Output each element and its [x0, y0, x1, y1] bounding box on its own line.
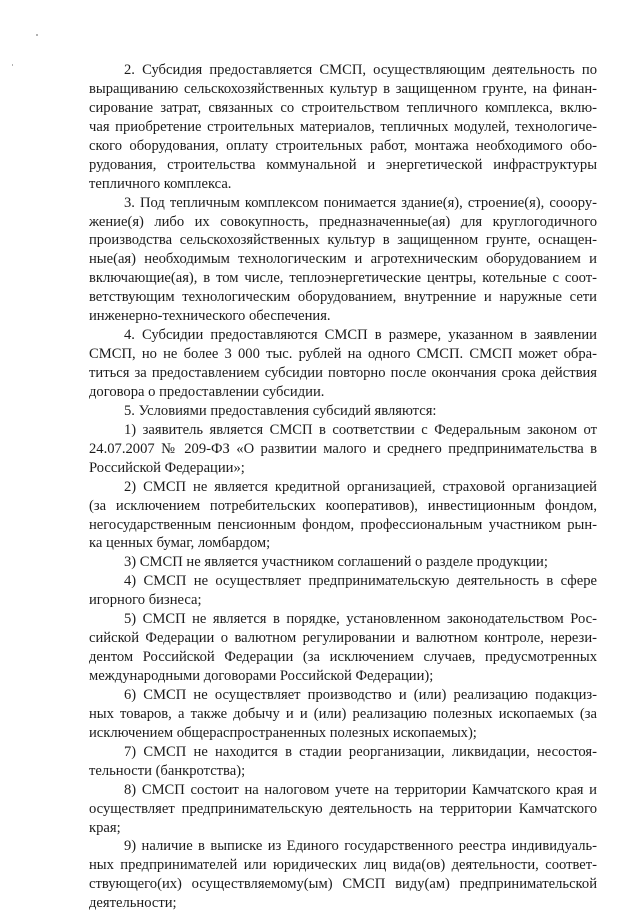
text-line: чая приобретение строительных материалов, тепличных модулей, технологиче- — [89, 118, 597, 135]
text-line: 9) наличие в выписке из Единого государственного реестра индивидуаль- — [124, 838, 597, 855]
text-line: 4) СМСП не осуществляет предпринимательскую деятельность в сфере — [124, 573, 597, 590]
text-line: ка ценных бумаг, ломбардом; — [89, 535, 271, 552]
text-line: 1) заявитель является СМСП в соответствии с Федеральным законом от — [124, 421, 597, 438]
text-line: 2) СМСП не является кредитной организацией, страховой организацией — [124, 478, 597, 495]
text-line: международными договорами Российской Федерации); — [89, 668, 434, 684]
scan-speck — [12, 64, 13, 66]
text-line: выращиванию сельскохозяйственных культур в защищенном грунте, на финан- — [89, 80, 597, 97]
text-line: сийской Федерации о валютном регулировании и валютном контроле, нерези- — [89, 630, 597, 647]
text-line: 8) СМСП состоит на налоговом учете на территории Камчатского края и — [124, 781, 597, 798]
text-line: ского оборудования, оплату строительных работ, монтажа необходимого обо- — [89, 137, 597, 154]
text-line: ствующего(их) осуществляемому(ым) СМСП виду(ам) предпринимательской — [89, 876, 597, 893]
text-line: сирование затрат, связанных со строительством тепличного комплекса, вклю- — [89, 99, 597, 116]
text-line: 3. Под тепличным комплексом понимается здание(я), строение(я), сооору- — [124, 194, 597, 211]
scan-speck — [36, 34, 38, 36]
text-line: СМСП, но не более 3 000 тыс. рублей на одного СМСП. СМСП может обра- — [89, 346, 597, 363]
text-line: края; — [89, 819, 121, 836]
text-line: ные(ая) необходимым технологическим и агротехническим оборудованием и — [89, 251, 597, 268]
text-line: жение(я) либо их совокупность, предназначенные(ая) для круглогодичного — [89, 213, 597, 230]
text-line: дентом Российской Федерации (за исключением случаев, предусмотренных — [89, 649, 597, 666]
text-line: 5. Условиями предоставления субсидий являются: — [124, 402, 437, 419]
document-body — [89, 61, 597, 913]
text-line: ных предпринимателей или юридических лиц вида(ов) деятельности, соответ- — [89, 857, 597, 874]
text-line: (за исключением потребительских кооперативов), инвестиционным фондом, — [89, 497, 597, 514]
text-line: 7) СМСП не находится в стадии реорганизации, ликвидации, несостоя- — [124, 743, 597, 760]
text-line: 24.07.2007 № 209-ФЗ «О развитии малого и среднего предпринимательства в — [89, 440, 597, 457]
text-line: ных товаров, а также добычу и и (или) реализацию полезных ископаемых (за — [89, 705, 597, 722]
text-line: Российской Федерации»; — [89, 459, 245, 476]
text-line: включающие(ая), в том числе, теплоэнергетические центры, котельные с соот- — [89, 270, 597, 287]
text-line: 3) СМСП не является участником соглашений о разделе продукции; — [124, 554, 548, 571]
text-line: 5) СМСП не является в порядке, установленном законодательством Рос- — [124, 611, 597, 628]
text-line: тельности (банкротства); — [89, 762, 246, 779]
text-line: рудования, строительства коммунальной и энергетической инфраструктуры — [89, 156, 597, 173]
text-line: титься за предоставлением субсидии повторно после окончания срока действия — [89, 365, 597, 381]
text-line: деятельности; — [89, 895, 177, 912]
text-line: негосударственным пенсионным фондом, профессиональным участником рын- — [89, 516, 597, 533]
text-line: осуществляет предпринимательскую деятельность на территории Камчатского — [89, 800, 597, 817]
text-line: 6) СМСП не осуществляет производство и (или) реализацию подакциз- — [124, 686, 597, 703]
text-line: исключением общераспространенных полезных ископаемых); — [89, 724, 477, 741]
text-line: договора о предоставлении субсидии. — [89, 383, 325, 400]
text-line: производства сельскохозяйственных культур в защищенном грунте, оснащен- — [89, 232, 597, 249]
text-line: 4. Субсидии предоставляются СМСП в размере, указанном в заявлении — [124, 327, 597, 344]
text-line: игорного бизнеса; — [89, 592, 202, 609]
text-line: инженерно-технического обеспечения. — [89, 308, 331, 325]
text-line: 2. Субсидия предоставляется СМСП, осуществляющим деятельность по — [124, 62, 597, 78]
text-line: ветствующим технологическим оборудованием, внутренние и наружные сети — [89, 289, 597, 306]
text-line: тепличного комплекса. — [89, 175, 232, 192]
